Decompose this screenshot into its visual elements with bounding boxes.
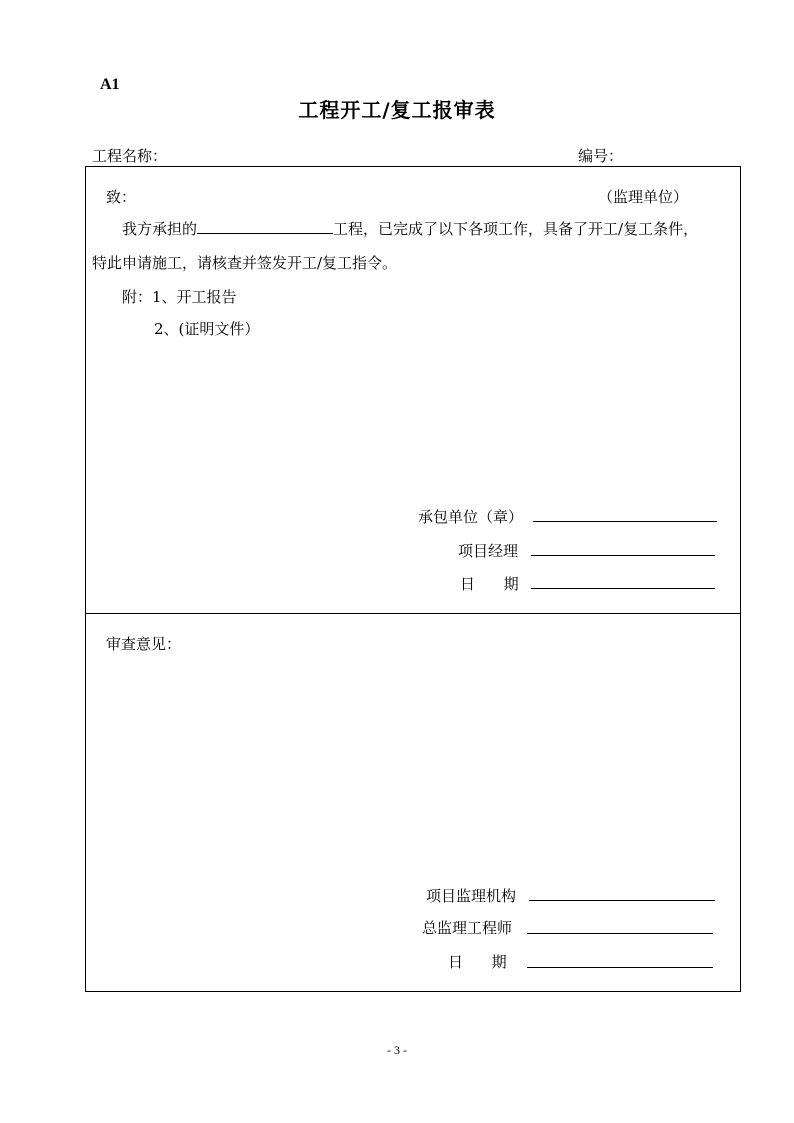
date-label: 日 期 [460, 575, 519, 593]
page-number: - 3 - [387, 1043, 407, 1057]
body-prefix: 我方承担的 [122, 220, 198, 238]
project-manager-label: 项目经理 [458, 542, 519, 560]
review-opinion-label: 审查意见： [106, 635, 182, 653]
application-body-line2: 特此申请施工，请核查并签发开工/复工指令。 [92, 254, 398, 272]
supervision-org-label: 项目监理机构 [426, 887, 517, 905]
review-date-label: 日 期 [448, 953, 507, 971]
review-section [85, 612, 741, 992]
review-date-signature-line [527, 967, 713, 968]
supervisor-unit-label: （监理单位） [598, 188, 689, 206]
attachment-1: 附：1、开工报告 [122, 288, 237, 306]
contractor-label: 承包单位（章） [418, 508, 524, 526]
application-body-line1 [122, 218, 698, 239]
number-label: 编号： [578, 147, 624, 165]
form-code: A1 [100, 76, 120, 93]
page-title: 工程开工/复工报审表 [298, 98, 496, 122]
supervision-org-signature-line [529, 900, 715, 901]
project-manager-signature-line [531, 555, 715, 556]
chief-engineer-label: 总监理工程师 [422, 919, 513, 937]
contractor-signature-line [533, 521, 717, 522]
project-name-label: 工程名称： [92, 147, 168, 165]
project-blank-line [197, 219, 333, 234]
attachment-2: 2、(证明文件） [154, 320, 260, 338]
date-signature-line [531, 588, 715, 589]
chief-engineer-signature-line [527, 933, 713, 934]
to-label: 致： [106, 188, 137, 206]
body-suffix: 工程，已完成了以下各项工作，具备了开工/复工条件， [333, 220, 699, 238]
